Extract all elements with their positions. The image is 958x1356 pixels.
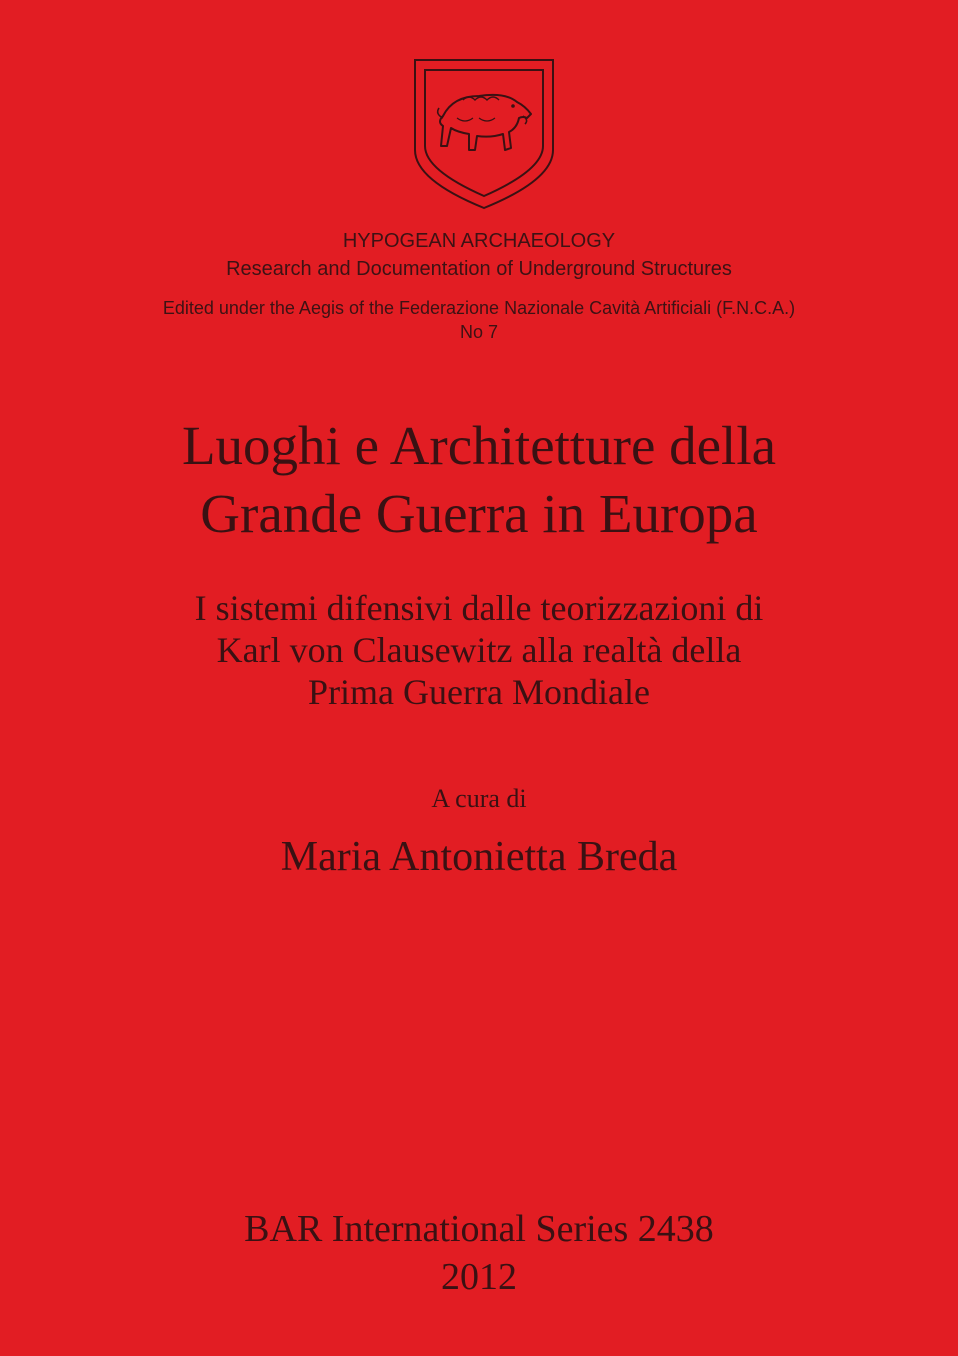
editor-label: A cura di [431,784,527,813]
series-subtitle: Research and Documentation of Underground Structures [226,258,732,280]
book-subtitle-line-2: Karl von Clausewitz alla realtà della [216,630,742,670]
publication-year: 2012 [441,1256,517,1298]
editor-name: Maria Antonietta Breda [280,834,678,880]
series-title: HYPOGEAN ARCHAEOLOGY [342,230,616,252]
book-title-line-2: Grande Guerra in Europa [200,483,758,544]
series-aegis: Edited under the Aegis of the Federazione Nazionale Cavità Artificiali (F.N.C.A.) [162,298,796,318]
book-subtitle-line-1: I sistemi difensivi dalle teorizzazioni di [194,588,764,628]
publisher-series: BAR International Series 2438 [244,1208,714,1250]
book-subtitle-line-3: Prima Guerra Mondiale [308,672,650,712]
boar-shield-icon [413,58,555,210]
book-title-line-1: Luoghi e Architetture della [181,415,777,476]
series-number: No 7 [459,322,499,342]
